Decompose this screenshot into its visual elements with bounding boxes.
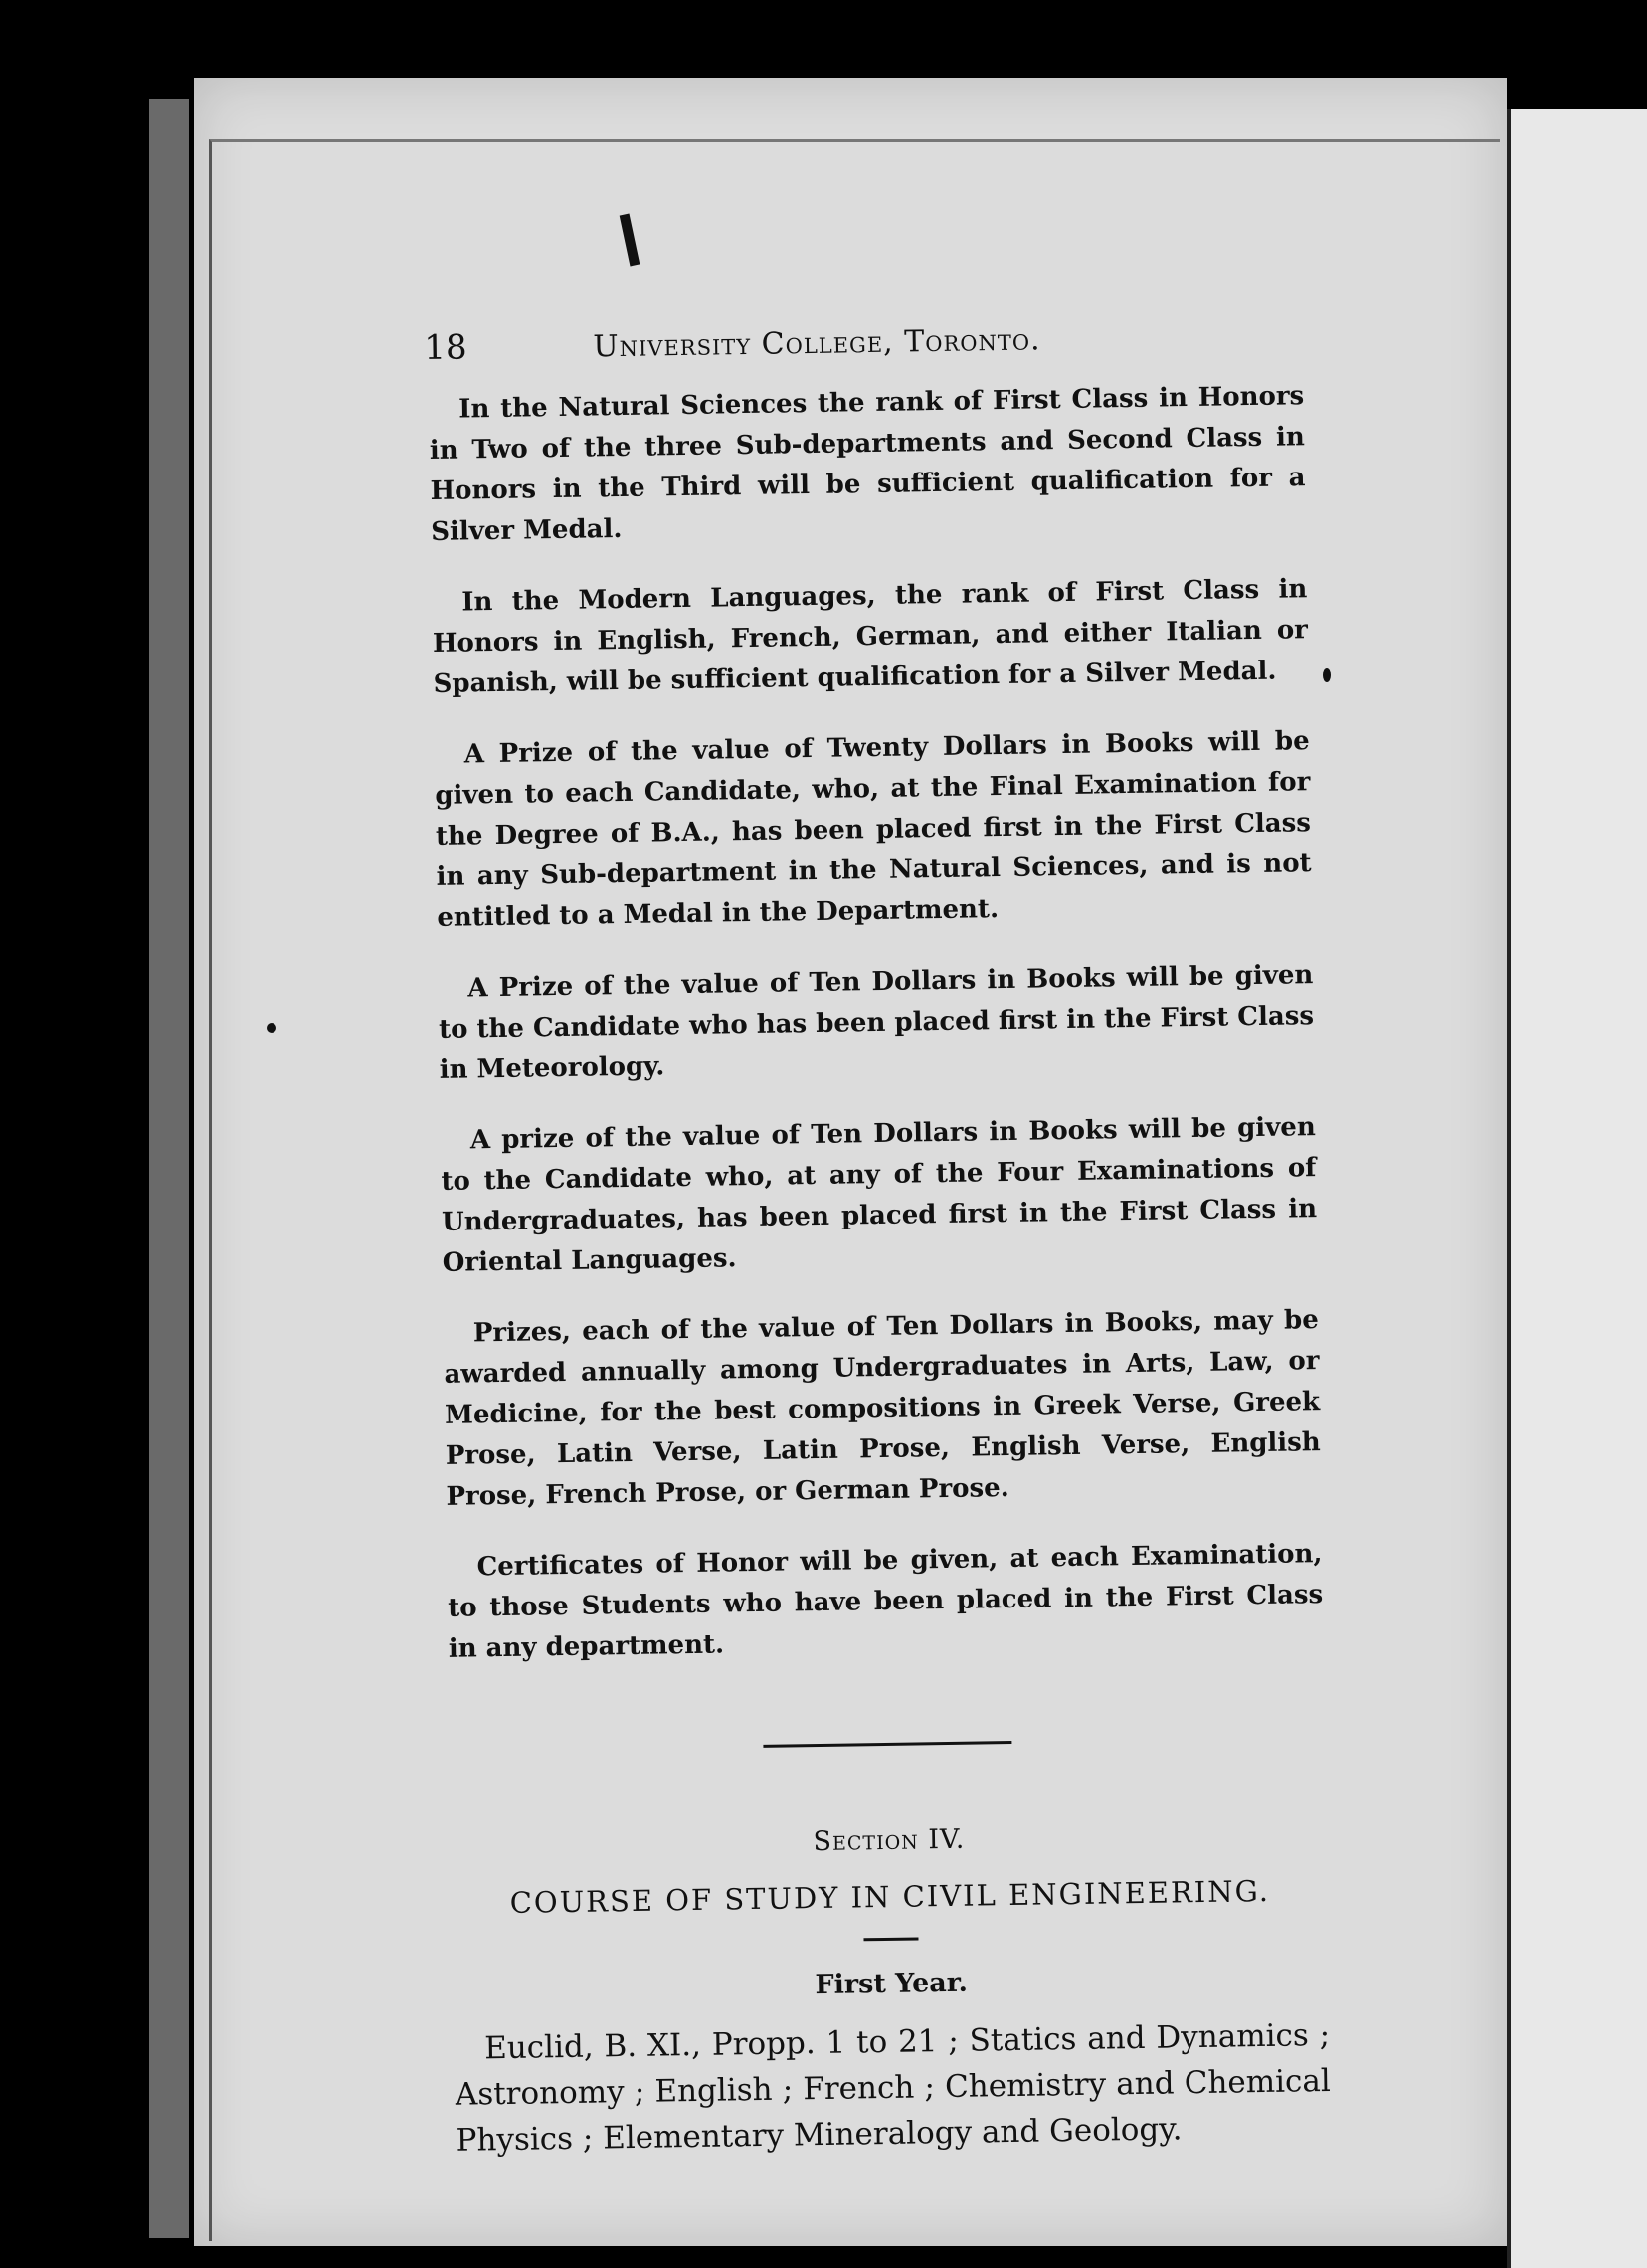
paragraph: A Prize of the value of Twenty Dollars in Books will be given to each Candidate, who, at the Final Examination for the Degree of B.A., has been placed first in the First Class in any Sub-department in the Natural Sciences, and is not entitled to a Medal in the Department. <box>435 726 1312 933</box>
title-rule <box>863 1937 918 1941</box>
paragraph: Certificates of Honor will be given, at each Examination, to those Students who have been placed in the First Class in any department. <box>447 1539 1324 1664</box>
course-title: COURSE OF STUDY IN CIVIL ENGINEERING. <box>509 1873 1271 1920</box>
page-text-block <box>424 314 1332 2164</box>
ink-mark <box>267 1023 276 1033</box>
paragraph: A prize of the value of Ten Dollars in Books will be given to the Candidate who, at any of the Four Examinations of Undergraduates, has been placed first in the First Class in Oriental Languages. <box>441 1112 1318 1278</box>
paragraph: In the Modern Languages, the rank of First Class in Honors in English, French, German, and either Italian or Spanish, will be sufficient qualification for a Silver Medal. <box>432 574 1309 699</box>
year-heading: First Year. <box>815 1967 969 2001</box>
section-label: Section IV. <box>813 1823 966 1858</box>
course-description: Euclid, B. XI., Propp. 1 to 21 ; Statics and Dynamics ; Astronomy ; English ; French ; Chemistry and Chemical Physics ; Elementary Mineralogy and Geology. <box>455 2016 1332 2159</box>
facing-page-edge <box>1507 109 1647 2268</box>
running-title: University College, Toronto. <box>593 322 1041 365</box>
page-number: 18 <box>424 327 467 369</box>
paragraph: A Prize of the value of Ten Dollars in Books will be given to the Candidate who has been placed first in the First Class in Meteorology. <box>438 960 1315 1085</box>
section-divider-rule <box>763 1741 1011 1748</box>
ink-mark <box>1323 668 1331 682</box>
paragraph: In the Natural Sciences the rank of First Class in Honors in Two of the three Sub-departments and Second Class in Honors in the Third will be sufficient qualification for a Silver Medal. <box>429 381 1306 547</box>
paragraph: Prizes, each of the value of Ten Dollars in Books, may be awarded annually among Undergraduates in Arts, Law, or Medicine, for the best compositions in Greek Verse, Greek Prose, Latin Verse, Latin Prose, English Verse, English Prose, French Prose, or German Prose. <box>444 1305 1321 1512</box>
left-page-edge <box>149 99 189 2238</box>
